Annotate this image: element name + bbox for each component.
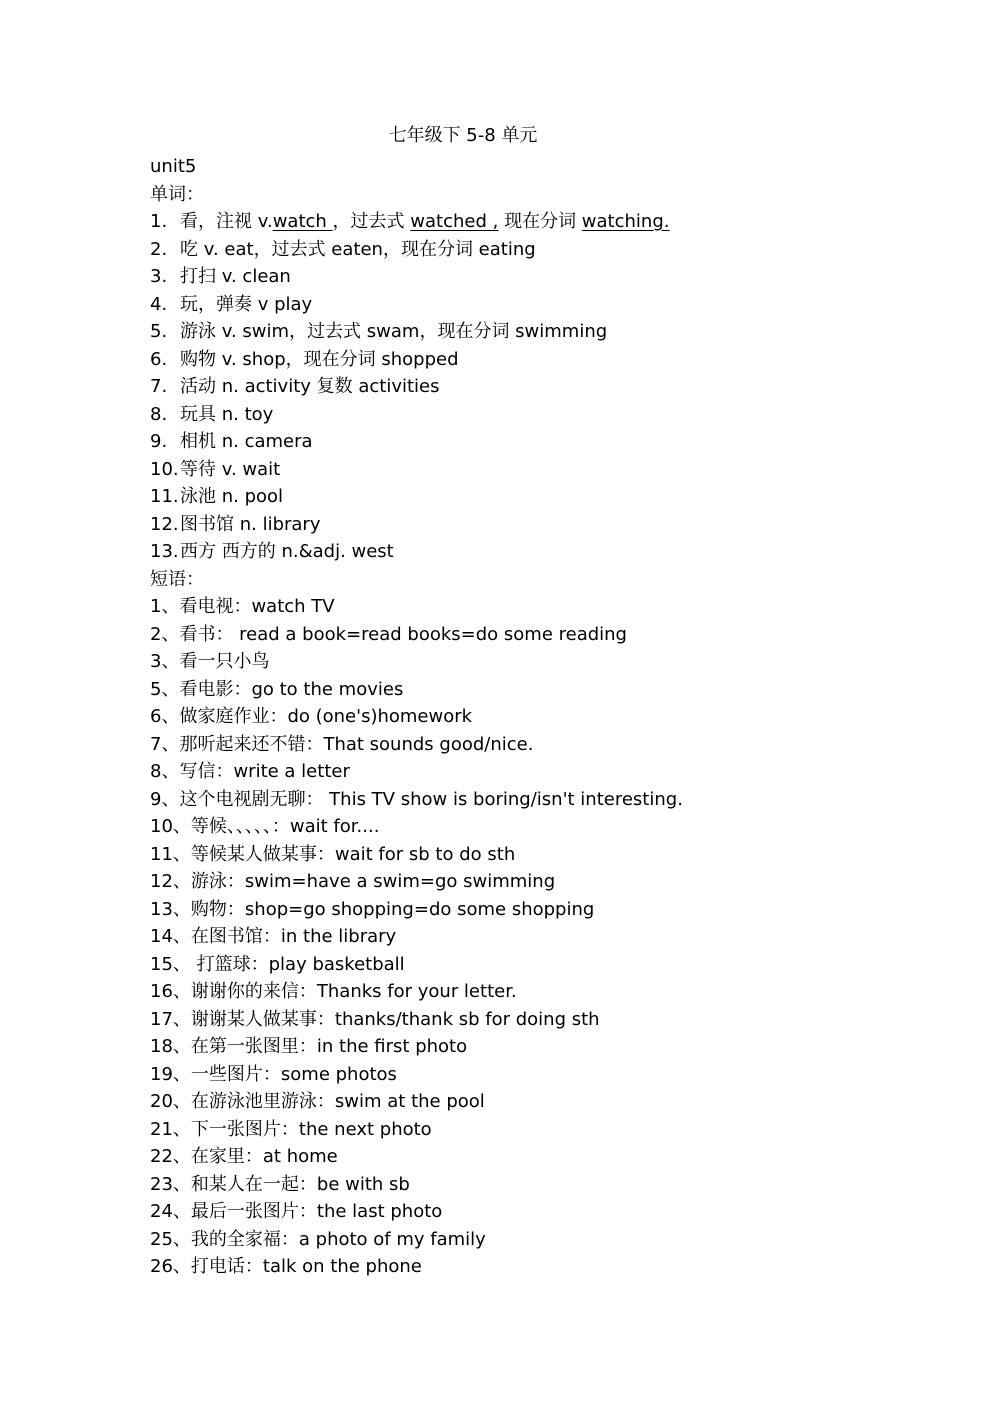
phrase-item: 3、看一只小鸟 bbox=[150, 651, 270, 672]
vocab-number: 5. bbox=[150, 321, 168, 342]
vocab-word-underlined: watched , bbox=[410, 211, 499, 232]
phrase-item: 1、看电视：watch TV bbox=[150, 596, 335, 617]
page-title: 七年级下 5-8 单元 bbox=[388, 125, 538, 146]
phrase-item: 2、看书： read a book=read books=do some reading bbox=[150, 623, 627, 645]
phrase-item: 26、打电话：talk on the phone bbox=[150, 1256, 422, 1277]
phrase-item: 23、和某人在一起：be with sb bbox=[150, 1173, 410, 1195]
vocab-word-underlined: watching. bbox=[581, 211, 670, 232]
vocab-sep: ，过去式 bbox=[332, 211, 411, 232]
vocab-item bbox=[150, 236, 950, 264]
document-body bbox=[150, 153, 950, 1281]
vocab-number: 8. bbox=[150, 403, 168, 425]
phrase-item: 10、等候、、、、、：wait for.... bbox=[150, 816, 380, 837]
vocab-number: 2. bbox=[150, 238, 168, 260]
vocab-text: 玩具 n. toy bbox=[180, 403, 274, 425]
phrase-item: 24、最后一张图片：the last photo bbox=[150, 1201, 443, 1222]
phrase-item: 22、在家里：at home bbox=[150, 1146, 338, 1167]
vocab-item bbox=[150, 208, 950, 236]
unit-heading: unit5 bbox=[150, 156, 197, 177]
vocab-text: 游泳 v. swim，过去式 swam，现在分词 swimming bbox=[180, 321, 608, 342]
vocab-number: 9. bbox=[150, 431, 168, 452]
phrase-item: 5、看电影：go to the movies bbox=[150, 678, 404, 700]
phrase-item: 13、购物：shop=go shopping=do some shopping bbox=[150, 898, 595, 920]
vocab-word-underlined: watch bbox=[272, 211, 333, 232]
phrase-item: 18、在第一张图里：in the first photo bbox=[150, 1036, 468, 1057]
vocab-number: 6. bbox=[150, 348, 168, 370]
vocab-item bbox=[150, 483, 950, 511]
vocab-item bbox=[150, 401, 950, 429]
vocab-item bbox=[150, 373, 950, 401]
vocab-number: 1. bbox=[150, 211, 168, 232]
vocab-text: 泳池 n. pool bbox=[180, 486, 284, 507]
phrase-item: 19、一些图片：some photos bbox=[150, 1063, 397, 1085]
phrase-item: 7、那听起来还不错：That sounds good/nice. bbox=[150, 733, 534, 755]
vocab-sep: 现在分词 bbox=[498, 211, 582, 232]
phrase-item: 8、写信：write a letter bbox=[150, 761, 350, 782]
vocab-number: 13. bbox=[150, 541, 179, 562]
phrase-item: 6、做家庭作业：do (one's)homework bbox=[150, 706, 473, 727]
vocab-text: 吃 v. eat，过去式 eaten，现在分词 eating bbox=[180, 238, 536, 260]
vocab-item bbox=[150, 346, 950, 374]
vocab-item bbox=[150, 318, 950, 346]
vocab-text: 购物 v. shop，现在分词 shopped bbox=[180, 348, 459, 370]
phrase-item: 17、谢谢某人做某事：thanks/thank sb for doing sth bbox=[150, 1008, 600, 1030]
phrase-item: 12、游泳：swim=have a swim=go swimming bbox=[150, 871, 556, 892]
phrase-item: 20、在游泳池里游泳：swim at the pool bbox=[150, 1091, 485, 1112]
vocab-text: 相机 n. camera bbox=[180, 431, 313, 452]
vocab-number: 3. bbox=[150, 266, 168, 287]
vocab-item bbox=[150, 263, 950, 291]
vocab-number: 10. bbox=[150, 458, 179, 480]
vocab-number: 11. bbox=[150, 486, 179, 507]
phrase-item: 21、下一张图片：the next photo bbox=[150, 1118, 432, 1140]
phrase-item: 14、在图书馆：in the library bbox=[150, 926, 397, 947]
phrase-item: 11、等候某人做某事：wait for sb to do sth bbox=[150, 843, 516, 865]
vocab-text: 等待 v. wait bbox=[180, 458, 281, 480]
vocab-item bbox=[150, 428, 950, 456]
phrase-item: 25、我的全家福：a photo of my family bbox=[150, 1228, 486, 1250]
vocab-number: 4. bbox=[150, 293, 168, 315]
vocab-number: 12. bbox=[150, 513, 179, 535]
vocab-item bbox=[150, 511, 950, 539]
vocab-text: 打扫 v. clean bbox=[180, 266, 291, 287]
vocab-heading: 单词： bbox=[150, 183, 204, 205]
vocab-text: 西方 西方的 n.&adj. west bbox=[180, 541, 394, 562]
vocab-text: 活动 n. activity 复数 activities bbox=[180, 376, 440, 397]
vocab-item bbox=[150, 456, 950, 484]
vocab-number: 7. bbox=[150, 376, 168, 397]
phrase-item: 9、这个电视剧无聊： This TV show is boring/isn't interesting. bbox=[150, 788, 683, 810]
vocab-text: 图书馆 n. library bbox=[180, 513, 321, 535]
phrases-heading: 短语： bbox=[150, 568, 204, 590]
phrase-item: 15、 打篮球：play basketball bbox=[150, 953, 405, 975]
vocab-text: 玩，弹奏 v play bbox=[180, 293, 313, 315]
vocab-item bbox=[150, 538, 950, 566]
vocab-item bbox=[150, 291, 950, 319]
phrase-item: 16、谢谢你的来信：Thanks for your letter. bbox=[150, 981, 517, 1002]
vocab-cn: 看，注视 v. bbox=[180, 211, 273, 232]
